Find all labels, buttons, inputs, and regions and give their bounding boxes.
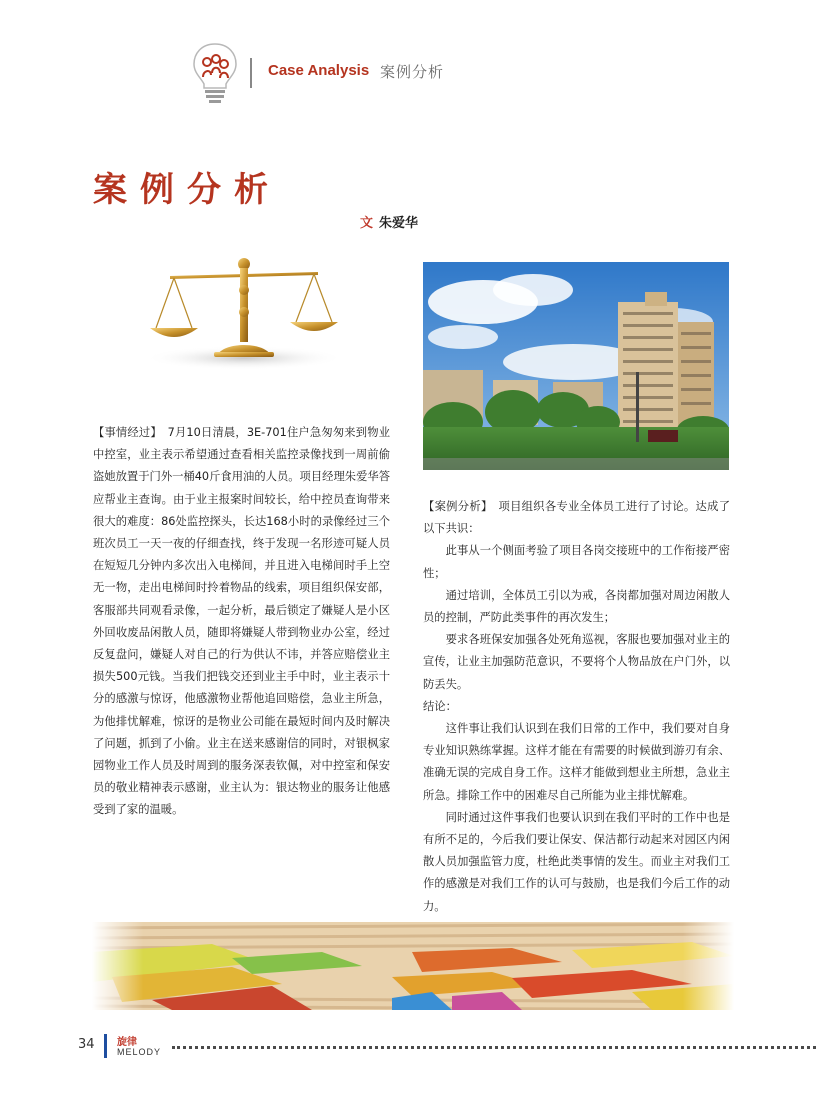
left-text-column — [93, 422, 390, 822]
magazine-name-cn: 旋律 — [117, 1037, 137, 1048]
balance-scales-image — [140, 250, 348, 370]
analysis-point-2: 通过培训，全体员工引以为戒，各岗都加强对周边闲散人员的控制，严防此类事件的再次发生； — [423, 588, 730, 625]
conclusion-paragraph-1: 这件事让我们认识到在我们日常的工作中，我们要对自身专业知识熟练掌握。这样才能在有需要的时候做到游刃有余、准确无误的完成自身工作。这样才能做到想业主所想，急业主所急。排除工作中的困难尽自己所能为业主排忧解难。 — [423, 722, 730, 802]
analysis-intro: 【案例分析】 项目组织各专业全体员工进行了讨论。达成了以下共识： — [423, 500, 730, 536]
magazine-name-en: MELODY — [117, 1047, 162, 1057]
byline — [360, 212, 418, 231]
right-text-column — [423, 496, 730, 918]
footer-dotted-rule — [172, 1046, 816, 1049]
conclusion-heading: 结论： — [423, 699, 457, 713]
analysis-point-1: 此事从一个侧面考验了项目各岗交接班中的工作衔接严密性； — [423, 544, 730, 580]
byline-lead: 文 — [360, 216, 374, 231]
footer-accent-bar — [104, 1034, 107, 1058]
lightbulb-logo-icon — [190, 40, 240, 104]
section-title-cn: 案例分析 — [380, 63, 445, 81]
header-divider — [250, 58, 252, 88]
article-title: 案例分析 — [93, 170, 281, 210]
author-name: 朱爱华 — [379, 216, 419, 231]
colored-pencils-image — [92, 922, 734, 1010]
section-title-en: Case Analysis — [268, 62, 370, 79]
residential-building-photo — [423, 262, 729, 470]
page-number: 34 — [78, 1037, 95, 1052]
conclusion-paragraph-2: 同时通过这件事我们也要认识到在我们平时的工作中也是有所不足的，今后我们要让保安、保洁都行动起来对园区内闲散人员加强监管力度，杜绝此类事情的发生。而业主对我们工作的感激是对我们工作的认可与鼓励，也是我们今后工作的动力。 — [423, 810, 730, 913]
incident-paragraph: 【事情经过】 7月10日清晨，3E-701住户急匆匆来到物业中控室，业主表示希望通过查看相关监控录像找到一周前偷盗她放置于门外一桶40斤食用油的人员。项目经理朱爱华答应帮业主查询。由于业主报案时间较长，给中控员查询带来很大的难度：86处监控探头，长达168小时的录像经过三个班次员工一天一夜的仔细查找，终于发现一名形迹可疑人员在短短几分钟内多次出入电梯间，并且进入电梯间时手上空无一物，走出电梯间时拎着物品的线索，项目组织保安部，客服部共同观看录像，一起分析，最后锁定了嫌疑人是小区外回收废品闲散人员，随即将嫌疑人带到物业办公室，经过反复盘问，嫌疑人对自己的行为供认不讳，并答应赔偿业主损失500元钱。当我们把钱交还到业主手中时，业主表示十分的感激与惊讶，他感激物业帮他追回赔偿，急业主所急，为他排忧解难，惊讶的是物业公司能在最短时间内及时解决了问题，抓到了小偷。业主在送来感谢信的同时，对银枫家园物业工作人员及时周到的服务深表钦佩，对中控室和保安员的敬业精神表示感谢，业主认为：银达物业的服务让他感受到了家的温暖。 — [93, 426, 390, 817]
analysis-point-3: 要求各班保安加强各处死角巡视，客服也要加强对业主的宣传，让业主加强防范意识，不要将个人物品放在户门外，以防丢失。 — [423, 633, 730, 691]
